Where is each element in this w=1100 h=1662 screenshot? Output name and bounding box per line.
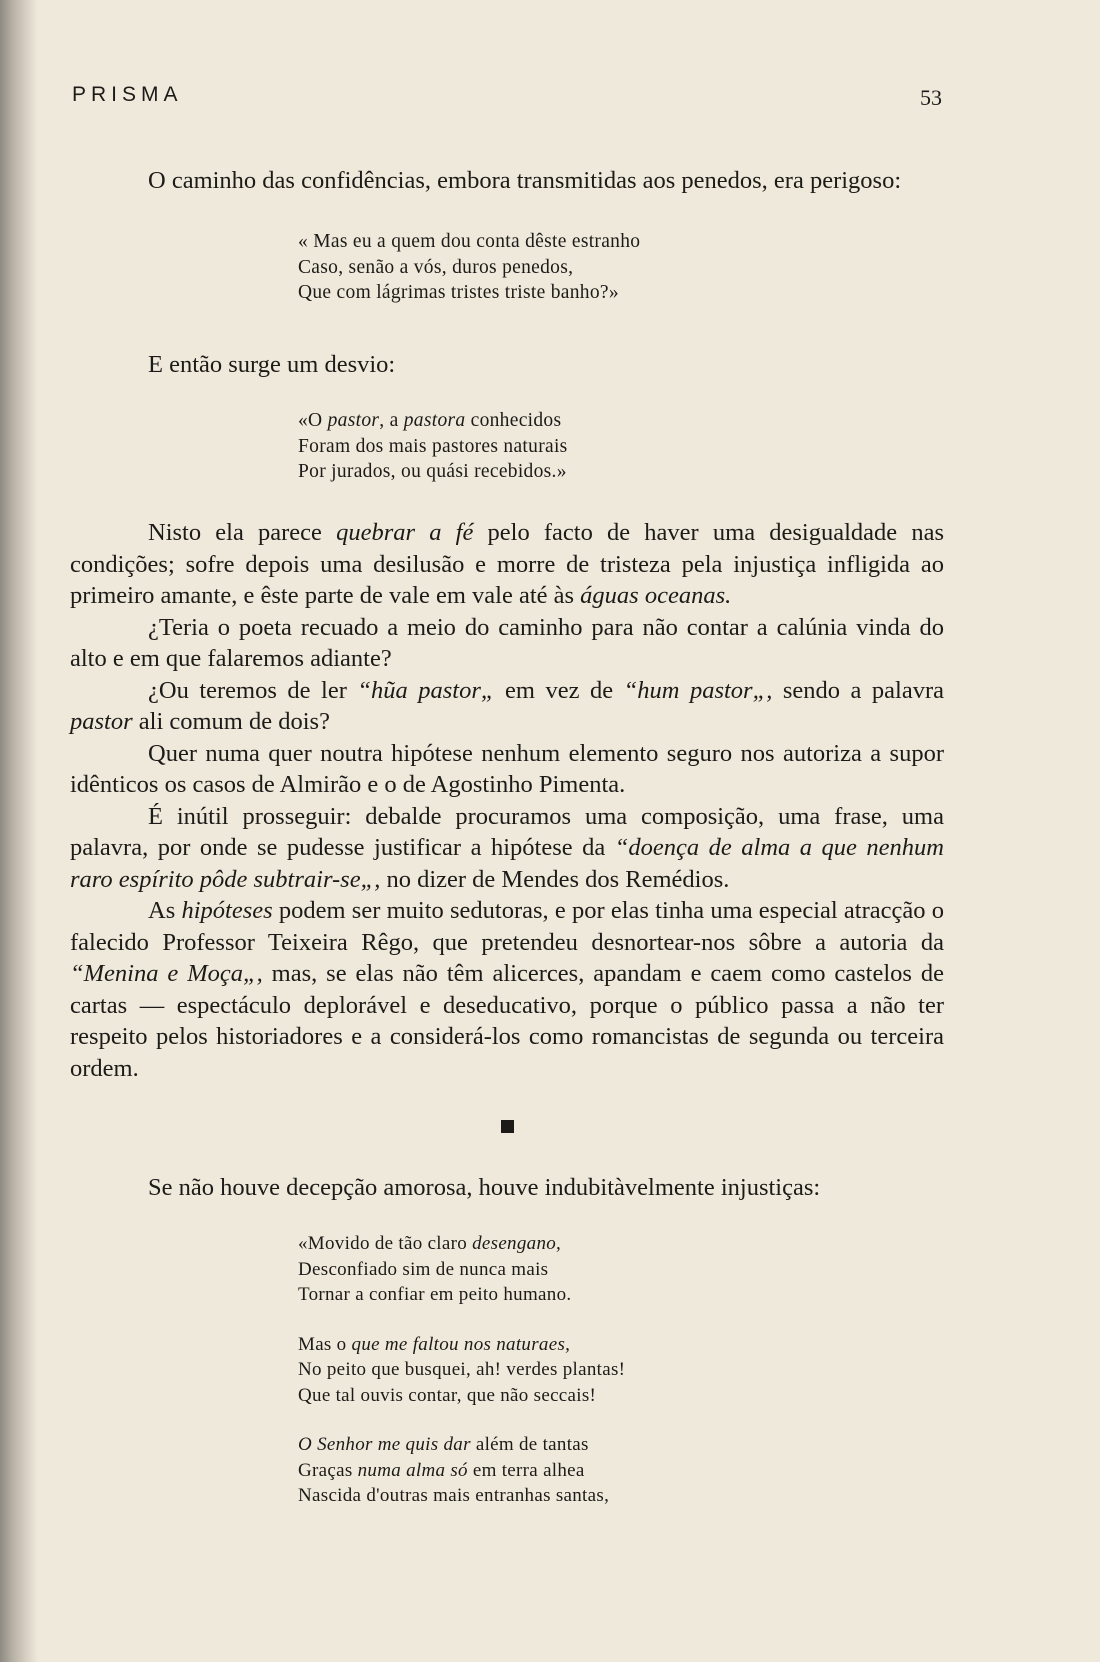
- verse-line: O Senhor me quis dar além de tantas: [298, 1434, 589, 1455]
- verse-line: «Movido de tão claro desengano,: [298, 1233, 562, 1254]
- body-paragraph: Nisto ela parece quebrar a fé pelo facto de haver uma desigualdade nas condições; sofre depois uma desilusão e morre de tristeza pela injustiça infligida ao primeiro amante, e êste parte de vale em vale até às águas oceanas.: [70, 519, 944, 609]
- verse-line: Mas o que me faltou nos naturaes,: [298, 1333, 571, 1355]
- body-paragraph: As hipóteses podem ser muito sedutoras, e por elas tinha uma especial atracção o falecido Professor Teixeira Rêgo, que pretendeu desnortear-nos sôbre a autoria da “Menina e Moça„, mas, se elas não têm alicerces, apandam e caem como castelos de cartas — espectáculo deplorável e deseducativo, porque o público passa a não ter respeito pelos historiadores e a considerá-los como romancistas de segunda ou terceira ordem.: [70, 897, 944, 1082]
- verse-line: Caso, senão a vós, duros penedos,: [298, 256, 574, 278]
- body-paragraph: ¿Ou teremos de ler “hũa pastor„ em vez de “hum pastor„, sendo a palavra pastor ali comum de dois?: [70, 676, 944, 735]
- paragraph-intro: [70, 165, 944, 197]
- verse-line: Que tal ouvis contar, que não seccais!: [298, 1384, 597, 1406]
- verse-line: «O pastor, a pastora conhecidos: [298, 410, 562, 431]
- paragraph-line: E então surge um desvio:: [148, 351, 396, 378]
- page-edge-shadow: [0, 0, 38, 1662]
- quote-block-3: [298, 1231, 625, 1509]
- paragraph-line: Se não houve decepção amorosa, houve indubitàvelmente injustiças:: [148, 1174, 821, 1201]
- verse-line: Desconfiado sim de nunca mais: [298, 1258, 549, 1280]
- quote-block-1: [298, 229, 640, 306]
- main-body-text: [70, 517, 944, 1084]
- verse-line: Que com lágrimas tristes triste banho?»: [298, 282, 619, 303]
- verse-line: Foram dos mais pastores naturais: [298, 435, 568, 457]
- quote-block-2: [298, 408, 568, 485]
- page-header: [72, 83, 942, 117]
- body-paragraph: Quer numa quer noutra hipótese nenhum elemento seguro nos autoriza a supor idênticos os casos de Almirão e o de Agostinho Pimenta.: [70, 739, 944, 798]
- section-separator-square: [501, 1120, 514, 1133]
- verse-line: Graças numa alma só em terra alhea: [298, 1459, 585, 1481]
- verse-line: Tornar a confiar em peito humano.: [298, 1284, 572, 1305]
- running-title: PRISMA: [72, 83, 183, 106]
- page-number: 53: [920, 85, 942, 110]
- verse-line: No peito que busquei, ah! verdes plantas!: [298, 1359, 626, 1380]
- stanza-gap: [298, 1308, 625, 1332]
- verse-line: Nascida d'outras mais entranhas santas,: [298, 1485, 610, 1506]
- verse-line: Por jurados, ou quási recebidos.»: [298, 461, 567, 482]
- paragraph-line: O caminho das confidências, embora transmitidas aos penedos, era perigoso:: [148, 167, 902, 194]
- body-paragraph: ¿Teria o poeta recuado a meio do caminho para não contar a calúnia vinda do alto e em que falaremos adiante?: [70, 613, 944, 672]
- paragraph-transition: [70, 349, 944, 381]
- stanza-gap: [298, 1408, 625, 1432]
- body-paragraph: É inútil prosseguir: debalde procuramos uma composição, uma frase, uma palavra, por onde se pudesse justificar a hipótese da “doença de alma a que nenhum raro espírito pôde subtrair-se„, no dizer de Mendes dos Remédios.: [70, 802, 944, 893]
- verse-line: « Mas eu a quem dou conta dêste estranho: [298, 231, 641, 252]
- section2-intro: [70, 1172, 944, 1204]
